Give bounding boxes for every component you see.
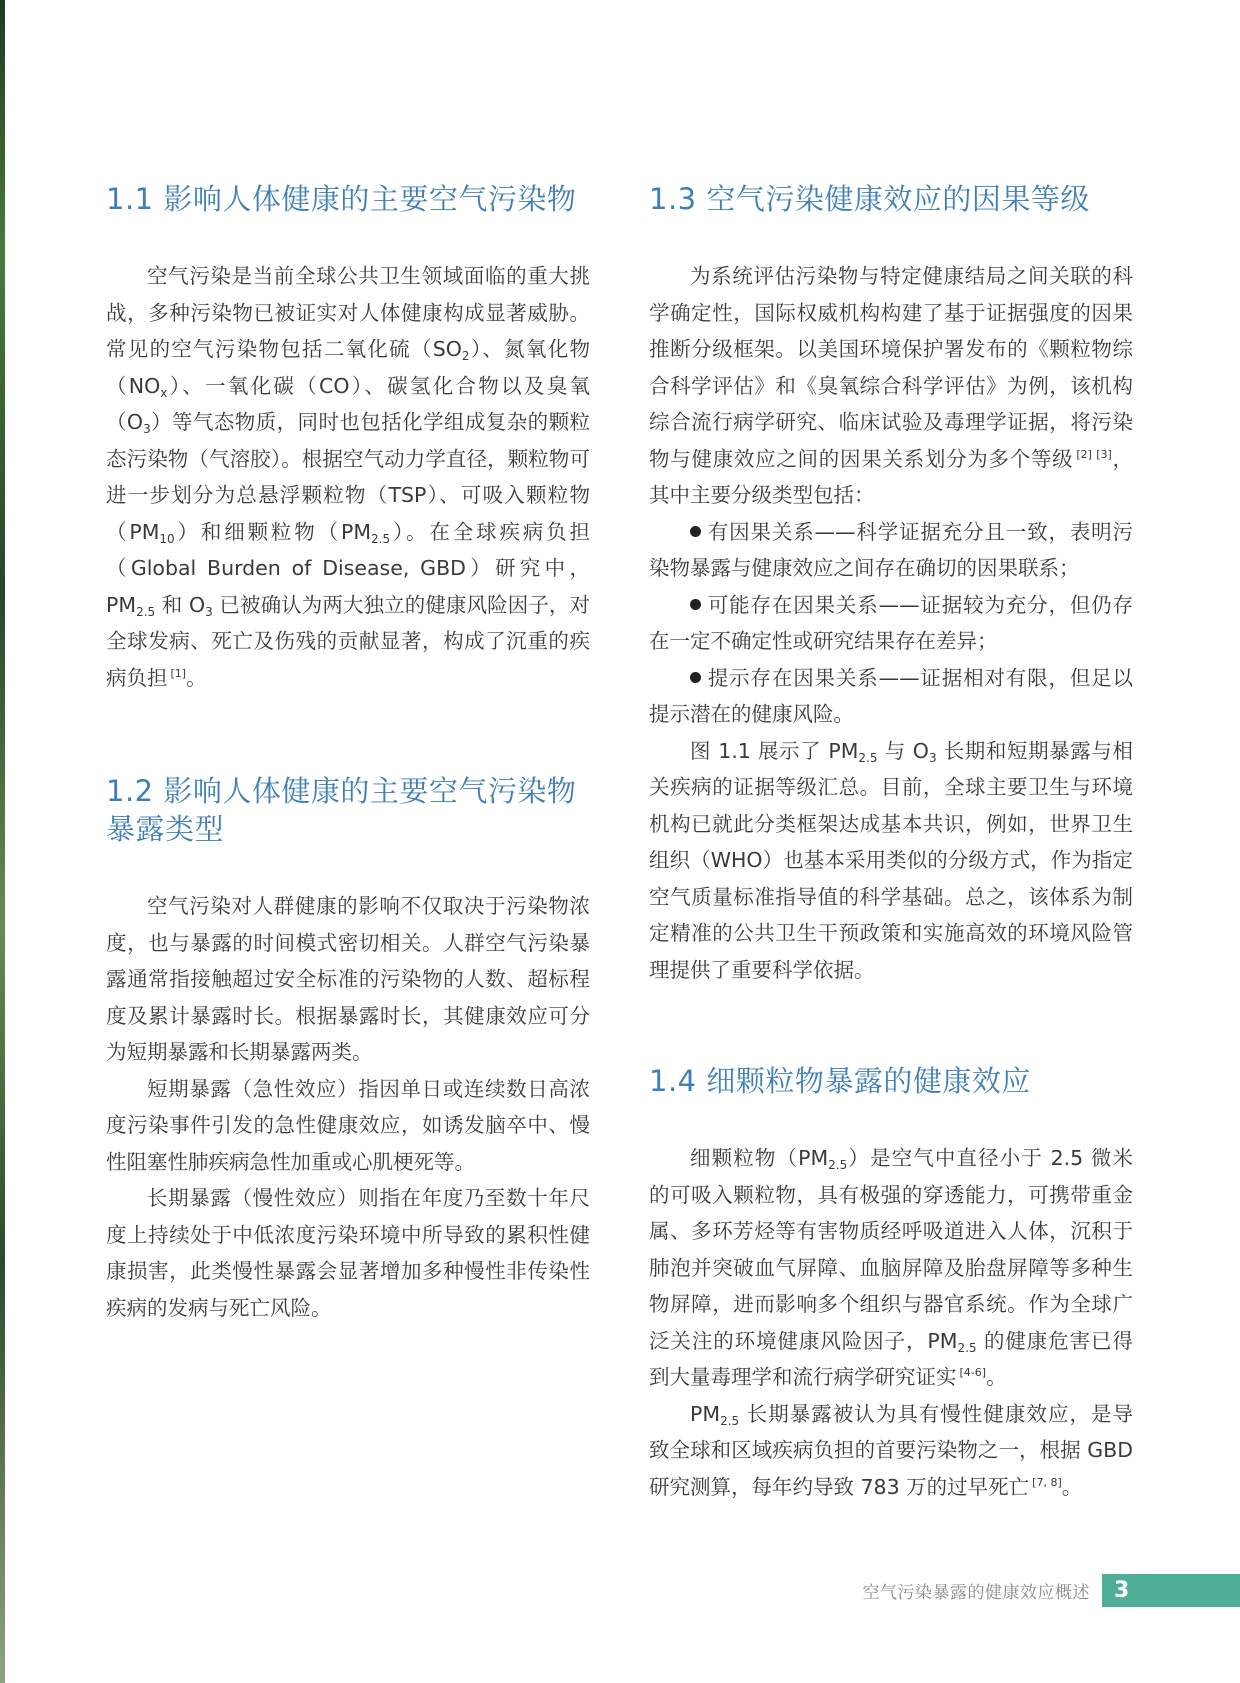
citation-ref: [4-6]	[959, 1366, 987, 1379]
bullet-dot-icon	[690, 672, 701, 683]
section-1-3-paragraph-1: 为系统评估污染物与特定健康结局之间关联的科学确定性，国际权威机构构建了基于证据强度的因果推断分级框架。以美国环境保护署发布的《颗粒物综合科学评估》和《臭氧综合科学评估》为例，该机构综合流行病学研究、临床试验及毒理学证据，将污染物与健康效应之间的因果关系划分为多个等级 [2] [3]，其中主要分级类型包括：	[649, 264, 1134, 507]
bullet-dot-icon	[690, 599, 701, 610]
page-number-tab	[1102, 1574, 1240, 1607]
left-column	[106, 180, 590, 1326]
section-1-2-paragraph-3: 长期暴露（慢性效应）则指在年度乃至数十年尺度上持续处于中低浓度污染环境中所导致的累积性健康损害，此类慢性暴露会显著增加多种慢性非传染性疾病的发病与死亡风险。	[106, 1186, 590, 1320]
section-1-2-title: 1.2 影响人体健康的主要空气污染物暴露类型	[106, 774, 577, 846]
section-1-3-paragraph-2: 图 1.1 展示了 $PM_{2.5}$ 与 $O_3$ 长期和短期暴露与相关疾病的证据等级汇总。目前，全球主要卫生与环境机构已就此分类框架达成基本共识，例如，世界卫生组织（WHO）也基本采用类似的分级方式，作为指定空气质量标准指导值的科学基础。总之，该体系为制定精准的公共卫生干预政策和实施高效的环境风险管理提供了重要科学依据。	[649, 738, 1133, 982]
page-footer	[863, 1574, 1240, 1607]
running-footer-title: 空气污染暴露的健康效应概述	[862, 1583, 1090, 1603]
section-1-4	[649, 1062, 1133, 1505]
section-1-3-title: 1.3 空气污染健康效应的因果等级	[649, 182, 1090, 216]
bullet-dot-icon	[690, 526, 701, 537]
section-1-1-title: 1.1 影响人体健康的主要空气污染物	[106, 182, 577, 216]
causal-level-bullet: 有因果关系——科学证据充分且一致，表明污染物暴露与健康效应之间存在确切的因果联系；	[649, 519, 1133, 580]
section-1-2-paragraph-1: 空气污染对人群健康的影响不仅取决于污染物浓度，也与暴露的时间模式密切相关。人群空气污染暴露通常指接触超过安全标准的污染物的人数、超标程度及累计暴露时长。根据暴露时长，其健康效应可分为短期暴露和长期暴露两类。	[106, 894, 590, 1064]
section-1-1-paragraph: 空气污染是当前全球公共卫生领域面临的重大挑战，多种污染物已被证实对人体健康构成显著威胁。常见的空气污染物包括二氧化硫$(SO_2)$、氮氧化物$(NO_x)$、一氧化碳（CO）、碳氢化合物以及臭氧$(O_3)$等气态物质，同时也包括化学组成复杂的颗粒态污染物（气溶胶）。根据空气动力学直径，颗粒物可进一步划分为总悬浮颗粒物（TSP）、可吸入颗粒物$(PM_{10})$和细颗粒物$(PM_{2.5})$。在全球疾病负担（Global Burden of Disease, GBD）研究中，$PM_{2.5}$ 和 $O_3$ 已被确认为两大独立的健康风险因子，对全球发病、死亡及伤残的贡献显著，构成了沉重的疾病负担 [1]。	[106, 264, 591, 690]
causal-level-bullet: 提示存在因果关系——证据相对有限，但足以提示潜在的健康风险。	[649, 665, 1133, 726]
citation-ref: [7, 8]	[1032, 1475, 1062, 1489]
section-1-1	[106, 180, 590, 696]
section-1-4-paragraph-2: $PM_{2.5}$ 长期暴露被认为具有慢性健康效应，是导致全球和区域疾病负担的首要污染物之一，根据 GBD 研究测算，每年约导致 783 万的过早死亡 [7, 8]。	[649, 1401, 1133, 1499]
section-1-2	[106, 772, 590, 1326]
page-number: 3	[1114, 1578, 1130, 1603]
section-1-3	[649, 180, 1133, 988]
section-1-4-title: 1.4 细颗粒物暴露的健康效应	[649, 1064, 1031, 1098]
right-column	[649, 180, 1133, 1505]
citation-ref: [2] [3]	[1076, 447, 1112, 461]
section-1-4-paragraph-1: 细颗粒物$(PM_{2.5})$是空气中直径小于 2.5 微米的可吸入颗粒物，具有极强的穿透能力，可携带重金属、多环芳烃等有害物质经呼吸道进入人体，沉积于肺泡并突破血气屏障、血脑屏障及胎盘屏障等多种生物屏障，进而影响多个组织与器官系统。作为全球广泛关注的环境健康风险因子，$PM_{2.5}$ 的健康危害已得到大量毒理学和流行病学研究证实 [4-6]。	[649, 1146, 1133, 1389]
citation-ref: [1]	[170, 666, 187, 680]
causal-level-bullet: 可能存在因果关系——证据较为充分，但仍存在一定不确定性或研究结果存在差异；	[649, 592, 1133, 653]
section-1-2-paragraph-2: 短期暴露（急性效应）指因单日或连续数日高浓度污染事件引发的急性健康效应，如诱发脑卒中、慢性阻塞性肺疾病急性加重或心肌梗死等。	[106, 1076, 590, 1174]
edge-photo-strip	[0, 0, 5, 1683]
